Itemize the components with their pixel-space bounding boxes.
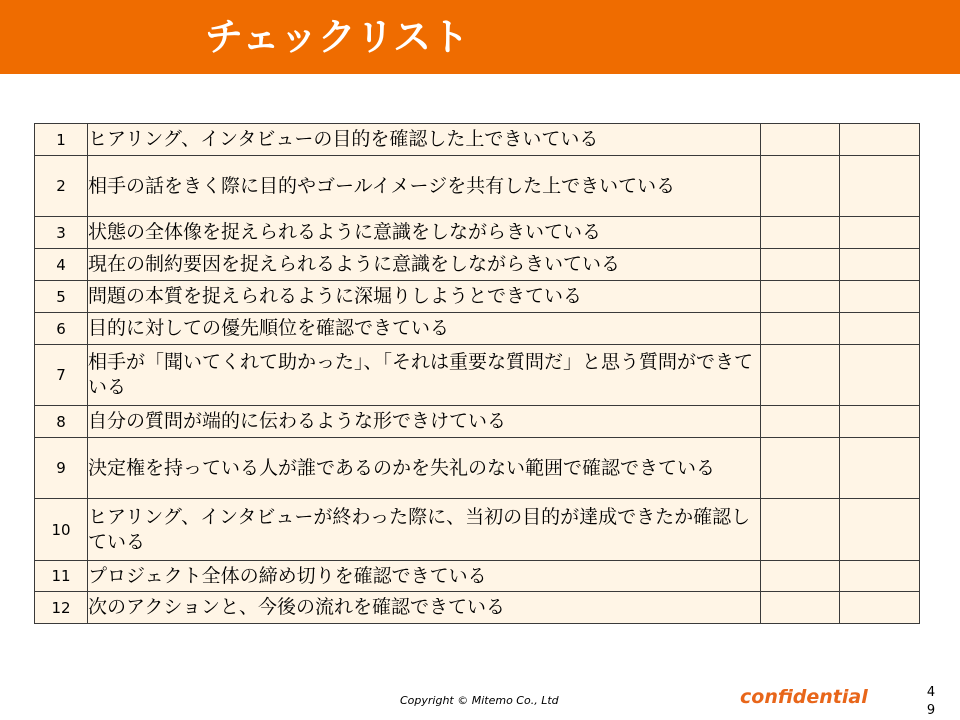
check-cell[interactable] bbox=[761, 281, 840, 313]
row-number: 12 bbox=[35, 592, 88, 624]
check-cell[interactable] bbox=[761, 217, 840, 249]
checklist-item-text: ヒアリング、インタビューの目的を確認した上できいている bbox=[88, 124, 761, 156]
checklist-item-text: 相手が「聞いてくれて助かった」、「それは重要な質問だ」と思う質問ができている bbox=[88, 345, 761, 406]
checklist-item-text: 決定権を持っている人が誰であるのかを失礼のない範囲で確認できている bbox=[88, 438, 761, 499]
table-row bbox=[35, 156, 920, 217]
checklist-item-text: 現在の制約要因を捉えられるように意識をしながらきいている bbox=[88, 249, 761, 281]
table-row bbox=[35, 281, 920, 313]
table-row bbox=[35, 499, 920, 561]
row-number: 3 bbox=[35, 217, 88, 249]
page-title: チェックリスト bbox=[205, 15, 470, 59]
check-cell[interactable] bbox=[840, 124, 920, 156]
checklist-item-text: ヒアリング、インタビューが終わった際に、当初の目的が達成できたか確認している bbox=[88, 499, 761, 561]
table-row bbox=[35, 561, 920, 592]
checklist-item-text: 目的に対しての優先順位を確認できている bbox=[88, 313, 761, 345]
checklist-item-text: プロジェクト全体の締め切りを確認できている bbox=[88, 561, 761, 592]
table-row bbox=[35, 124, 920, 156]
check-cell[interactable] bbox=[840, 249, 920, 281]
check-cell[interactable] bbox=[761, 592, 840, 624]
table-row bbox=[35, 438, 920, 499]
checklist-item-text: 問題の本質を捉えられるように深堀りしようとできている bbox=[88, 281, 761, 313]
check-cell[interactable] bbox=[761, 156, 840, 217]
table-row bbox=[35, 406, 920, 438]
copyright-text: Copyright © Mitemo Co., Ltd bbox=[400, 694, 559, 707]
row-number: 7 bbox=[35, 345, 88, 406]
check-cell[interactable] bbox=[761, 345, 840, 406]
check-cell[interactable] bbox=[840, 561, 920, 592]
check-cell[interactable] bbox=[761, 313, 840, 345]
confidential-label: confidential bbox=[740, 686, 868, 708]
table-row bbox=[35, 217, 920, 249]
check-cell[interactable] bbox=[761, 249, 840, 281]
table-row bbox=[35, 592, 920, 624]
row-number: 11 bbox=[35, 561, 88, 592]
check-cell[interactable] bbox=[840, 406, 920, 438]
check-cell[interactable] bbox=[761, 124, 840, 156]
check-cell[interactable] bbox=[840, 499, 920, 561]
row-number: 2 bbox=[35, 156, 88, 217]
check-cell[interactable] bbox=[761, 406, 840, 438]
check-cell[interactable] bbox=[761, 438, 840, 499]
table-row bbox=[35, 345, 920, 406]
row-number: 9 bbox=[35, 438, 88, 499]
page-number: 49 bbox=[926, 685, 936, 718]
checklist-item-text: 自分の質問が端的に伝わるような形できけている bbox=[88, 406, 761, 438]
check-cell[interactable] bbox=[840, 345, 920, 406]
table-row bbox=[35, 313, 920, 345]
row-number: 4 bbox=[35, 249, 88, 281]
check-cell[interactable] bbox=[761, 561, 840, 592]
row-number: 1 bbox=[35, 124, 88, 156]
check-cell[interactable] bbox=[840, 281, 920, 313]
checklist-item-text: 状態の全体像を捉えられるように意識をしながらきいている bbox=[88, 217, 761, 249]
check-cell[interactable] bbox=[840, 592, 920, 624]
check-cell[interactable] bbox=[840, 156, 920, 217]
checklist-item-text: 次のアクションと、今後の流れを確認できている bbox=[88, 592, 761, 624]
table-row bbox=[35, 249, 920, 281]
row-number: 6 bbox=[35, 313, 88, 345]
header-bar bbox=[0, 0, 960, 74]
checklist-table bbox=[34, 123, 920, 624]
check-cell[interactable] bbox=[840, 217, 920, 249]
checklist-item-text: 相手の話をきく際に目的やゴールイメージを共有した上できいている bbox=[88, 156, 761, 217]
check-cell[interactable] bbox=[761, 499, 840, 561]
check-cell[interactable] bbox=[840, 313, 920, 345]
row-number: 5 bbox=[35, 281, 88, 313]
check-cell[interactable] bbox=[840, 438, 920, 499]
row-number: 8 bbox=[35, 406, 88, 438]
row-number: 10 bbox=[35, 499, 88, 561]
